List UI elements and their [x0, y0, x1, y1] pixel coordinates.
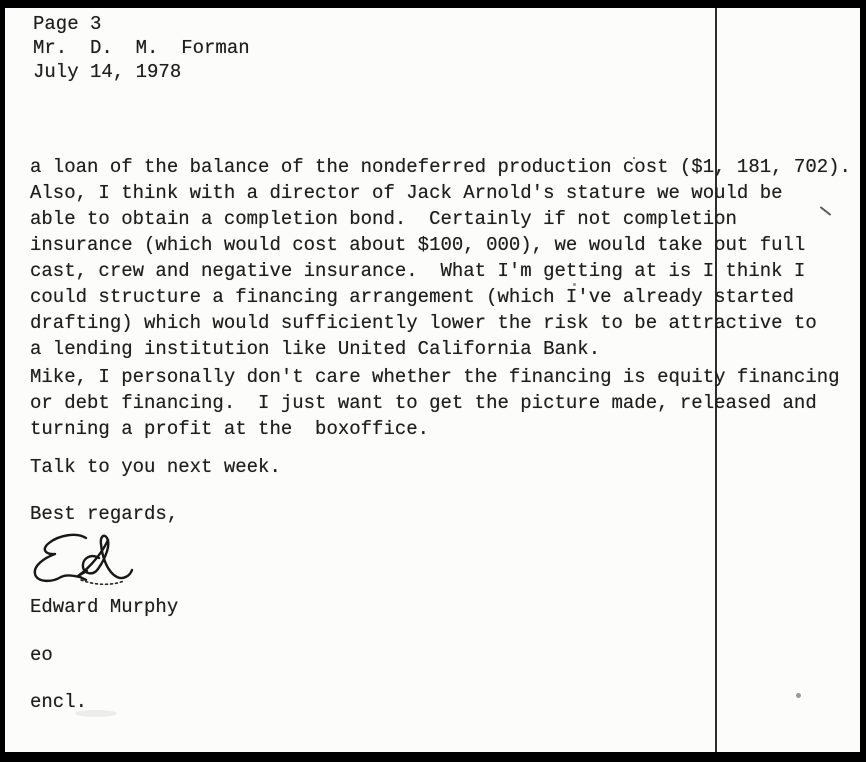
letter-line: encl.	[30, 691, 88, 713]
sender-name	[30, 594, 178, 620]
letter-line: a lending institution like United California Bank.	[30, 338, 601, 360]
letter-line: Talk to you next week.	[30, 456, 281, 478]
letter-line: Also, I think with a director of Jack Arnold's stature we would be	[30, 182, 783, 204]
letter-line: turning a profit at the boxoffice.	[30, 418, 430, 440]
scan-speck	[796, 693, 801, 698]
page-number: Page 3	[33, 13, 102, 35]
letter-line: able to obtain a completion bond. Certainly if not completion	[30, 208, 737, 230]
letter-line: could structure a financing arrangement (which I've already started	[30, 286, 794, 308]
sign-off	[30, 454, 281, 480]
recipient-name: Mr. D. M. Forman	[33, 37, 250, 59]
enclosure-note	[30, 689, 87, 715]
letter-line: a loan of the balance of the nondeferred production cost ($1, 181, 702).	[30, 156, 851, 178]
letter-line: Mike, I personally don't care whether the financing is equity financing	[30, 366, 840, 388]
letter-line: drafting) which would sufficiently lower the risk to be attractive to	[30, 312, 817, 334]
valediction	[30, 501, 178, 527]
signature-ed	[28, 531, 136, 589]
letter-date: July 14, 1978	[33, 61, 182, 83]
letter-line: insurance (which would cost about $100, 000), we would take out full	[30, 234, 806, 256]
letter-line: eo	[30, 644, 53, 666]
letter-line: or debt financing. I just want to get the picture made, released and	[30, 392, 817, 414]
letter-header	[33, 12, 250, 84]
letter-line: Best regards,	[30, 503, 179, 525]
letter-line: cast, crew and negative insurance. What I'm getting at is I think I	[30, 260, 806, 282]
letter-line: Edward Murphy	[30, 596, 179, 618]
typist-initials	[30, 642, 53, 668]
paragraph-2	[30, 364, 840, 442]
paragraph-1	[30, 154, 851, 362]
